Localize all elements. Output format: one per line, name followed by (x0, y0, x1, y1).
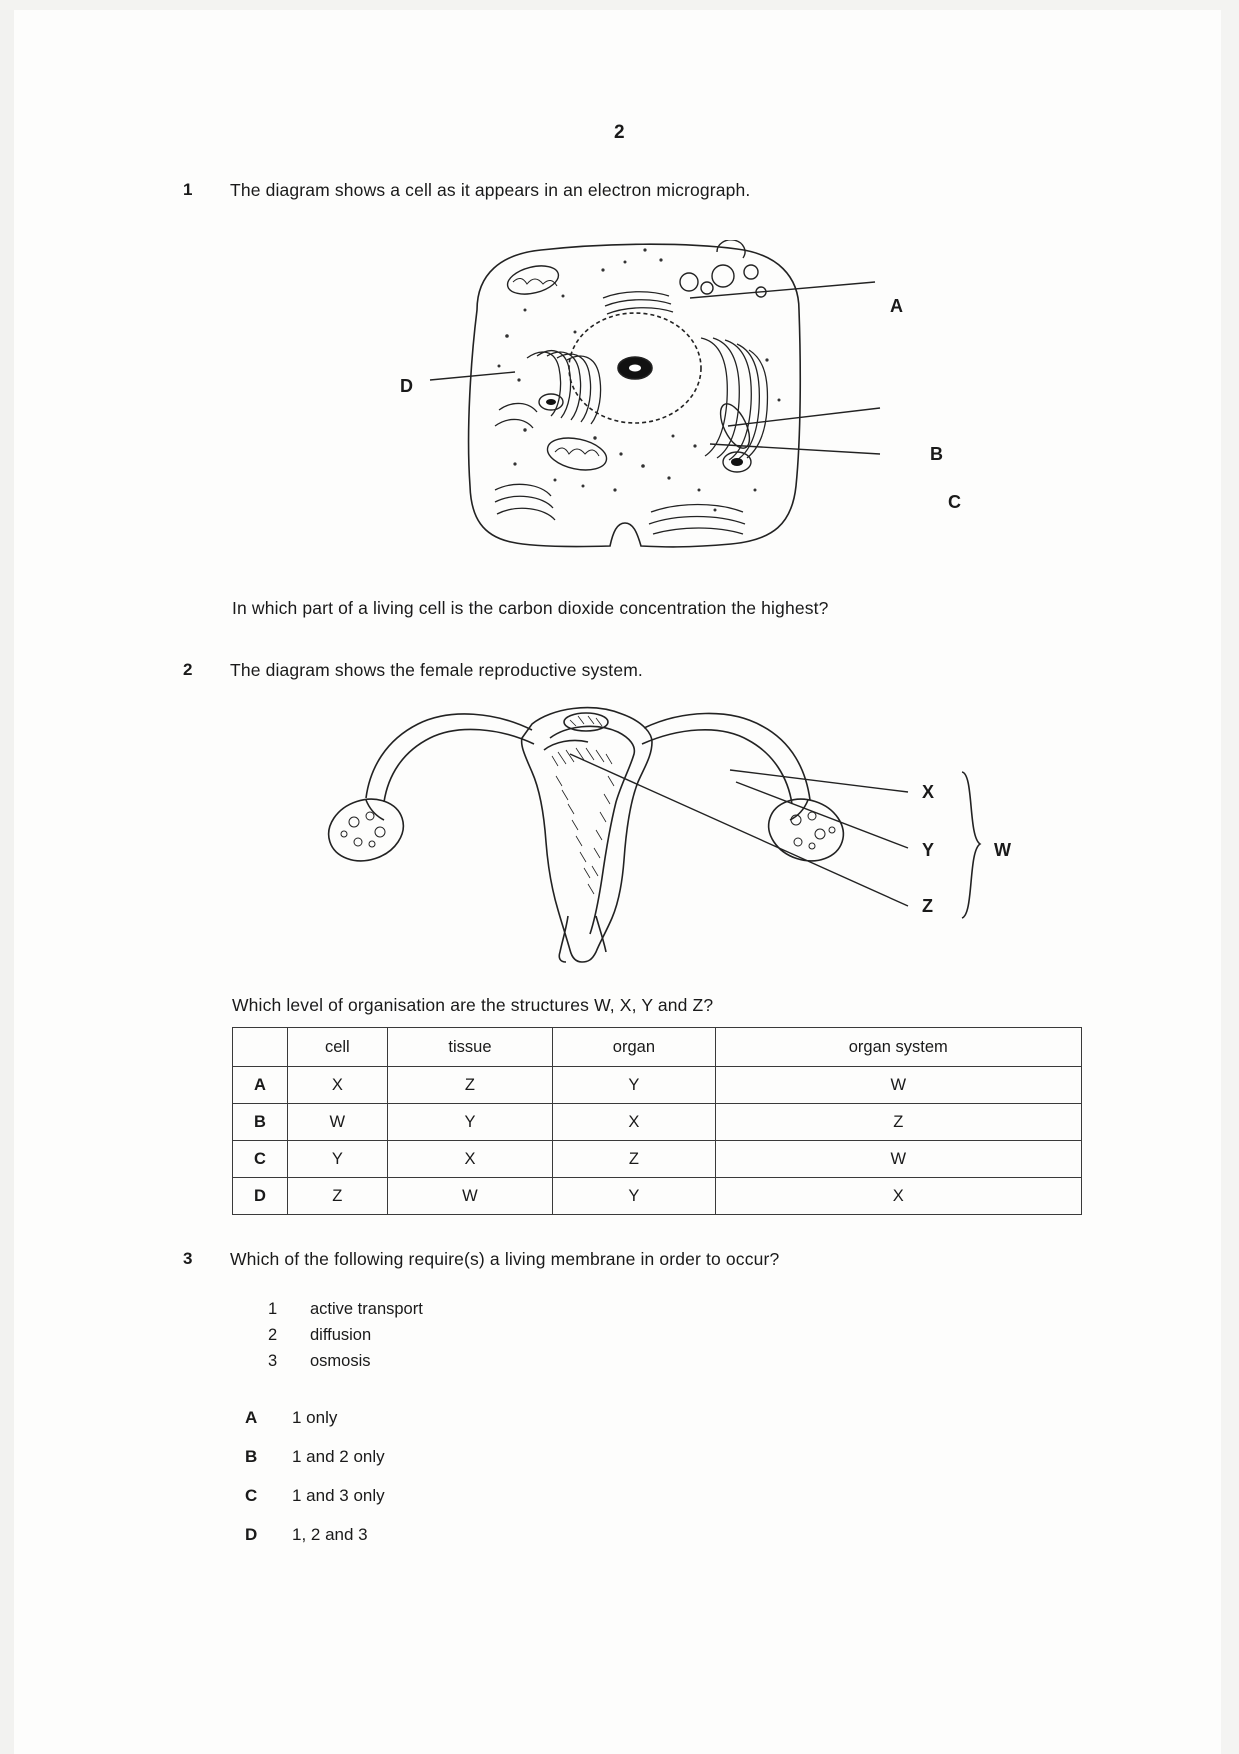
table-header-cell: organ system (715, 1028, 1081, 1067)
table-header-row (233, 1028, 1082, 1067)
table-row-option: A (233, 1067, 288, 1104)
repro-label-x: X (922, 782, 935, 802)
cell-label-b: B (930, 444, 943, 464)
option-letter-d: D (245, 1525, 258, 1544)
scan-edge-left (0, 0, 14, 1754)
cell-label-d: D (400, 376, 413, 396)
statement-text: osmosis (310, 1352, 371, 1370)
repro-label-w: W (994, 840, 1011, 860)
repro-label-leader-lines (560, 690, 940, 930)
table-row[interactable] (233, 1067, 1082, 1104)
option-letter-b: B (245, 1447, 258, 1466)
table-cell: X (288, 1067, 388, 1104)
statement-number: 3 (268, 1352, 278, 1370)
option-text-a[interactable]: 1 only (292, 1408, 338, 1427)
table-row[interactable] (233, 1141, 1082, 1178)
option-text-c[interactable]: 1 and 3 only (292, 1486, 385, 1505)
cell-label-leader-lines (380, 250, 920, 530)
question-2-number: 2 (183, 660, 193, 679)
table-header-cell: organ (553, 1028, 715, 1067)
answer-options-table (232, 1027, 1082, 1215)
table-header-cell: tissue (387, 1028, 553, 1067)
option-text-b[interactable]: 1 and 2 only (292, 1447, 385, 1466)
repro-label-y: Y (922, 840, 935, 860)
table-cell: X (387, 1141, 553, 1178)
question-3-number: 3 (183, 1249, 193, 1268)
cell-label-a: A (890, 296, 903, 316)
table-cell: Z (715, 1104, 1081, 1141)
table-row-option: D (233, 1178, 288, 1215)
option-letter-c: C (245, 1486, 258, 1505)
table-row[interactable] (233, 1104, 1082, 1141)
statement-text: diffusion (310, 1326, 372, 1344)
question-1-number: 1 (183, 180, 193, 199)
question-2-sub-question: Which level of organisation are the structures W, X, Y and Z? (232, 995, 714, 1015)
brace-bracket (958, 770, 984, 920)
table-cell: Z (387, 1067, 553, 1104)
table-cell: X (553, 1104, 715, 1141)
statement-number: 2 (268, 1326, 278, 1344)
table-row[interactable] (233, 1178, 1082, 1215)
option-text-d[interactable]: 1, 2 and 3 (292, 1525, 368, 1544)
option-letter-a: A (245, 1408, 258, 1427)
cell-label-c: C (948, 492, 961, 512)
statement-text: active transport (310, 1300, 423, 1318)
table-cell: Y (553, 1178, 715, 1215)
table-cell: W (715, 1141, 1081, 1178)
table-cell: Y (288, 1141, 388, 1178)
table-cell: W (715, 1067, 1081, 1104)
table-cell: Y (553, 1067, 715, 1104)
question-2-stem: The diagram shows the female reproductive system. (230, 660, 643, 680)
statement-number: 1 (268, 1300, 278, 1318)
table-header-cell: cell (288, 1028, 388, 1067)
table-cell: Z (553, 1141, 715, 1178)
scan-edge-top (0, 0, 1239, 10)
table-cell: Y (387, 1104, 553, 1141)
table-row-option: C (233, 1141, 288, 1178)
question-1-stem: The diagram shows a cell as it appears in an electron micrograph. (230, 180, 751, 200)
question-3-stem: Which of the following require(s) a living membrane in order to occur? (230, 1249, 780, 1269)
question-1-sub-question: In which part of a living cell is the carbon dioxide concentration the highest? (232, 598, 829, 618)
table-cell: W (288, 1104, 388, 1141)
table-cell: W (387, 1178, 553, 1215)
scan-edge-right (1221, 0, 1239, 1754)
repro-label-z: Z (922, 896, 933, 916)
page-number: 2 (613, 122, 626, 143)
table-cell: Z (288, 1178, 388, 1215)
table-row-option: B (233, 1104, 288, 1141)
table-corner-cell (233, 1028, 288, 1067)
table-cell: X (715, 1178, 1081, 1215)
